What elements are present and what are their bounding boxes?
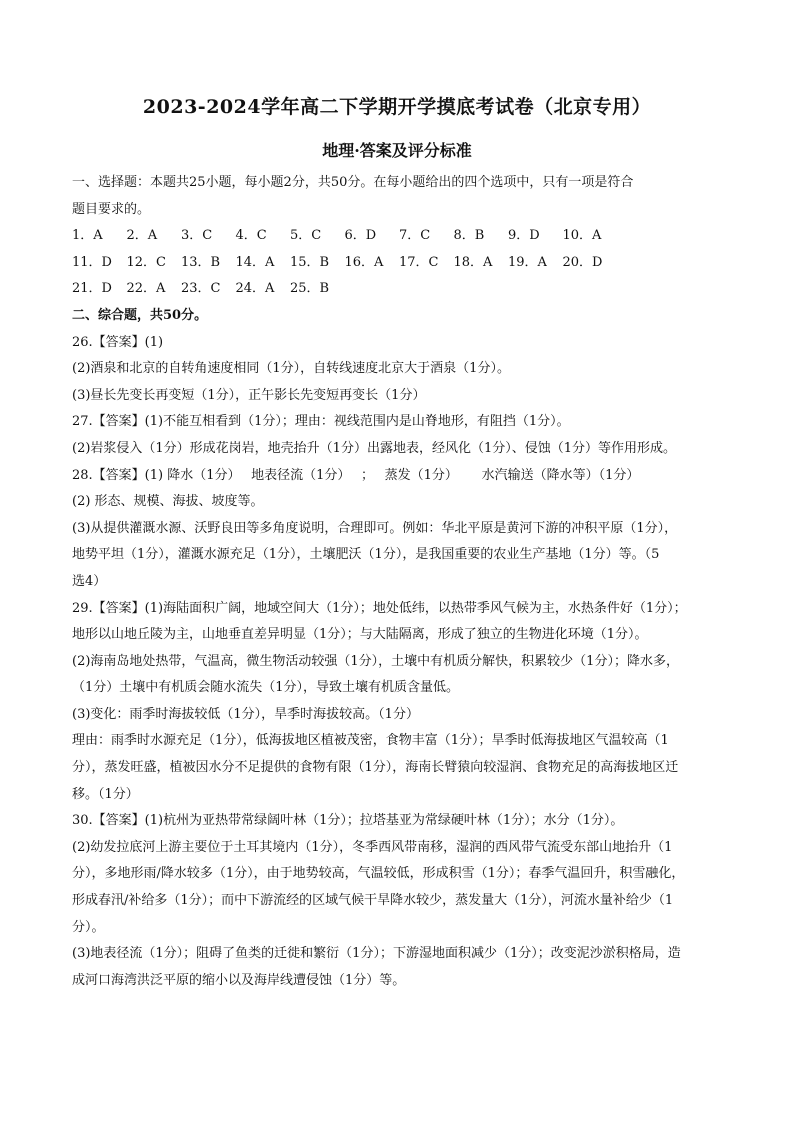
page-title: 2023-2024学年高二下学期开学摸底考试卷（北京专用）	[142, 96, 652, 118]
answer-item: 5．C	[290, 228, 322, 244]
answer-line-30-2-cont: 分），多地形雨/降水较多（1分），由于地势较高，气温较低，形成积雪（1分）；春季气温回升，积雪融化，	[72, 866, 685, 882]
answer-item: 1．A	[72, 228, 103, 244]
answer-item: 15．B	[290, 254, 330, 270]
answer-item: 25．B	[290, 281, 330, 297]
answer-item: 24．A	[235, 281, 275, 297]
answer-line-26-1: 26.【答案】(1)	[72, 334, 164, 350]
answer-line-28-2: (2) 形态、规模、海拔、坡度等。	[72, 494, 264, 510]
section2-header: 二、综合题，共50分。	[72, 307, 208, 323]
answer-line-30-1: 30.【答案】(1)杭州为亚热带常绿阔叶林（1分）；拉塔基亚为常绿硬叶林（1分）；水分（1分）。	[72, 813, 624, 829]
answer-item: 4．C	[235, 228, 267, 244]
answer-item: 22．A	[126, 281, 166, 297]
answer-line-28-3-cont: 选4）	[72, 573, 107, 589]
answer-line-29-3-cont: 移。（1分）	[72, 786, 139, 802]
answer-line-29-3-reason: 理由：雨季时水源充足（1分），低海拔地区植被茂密，食物丰富（1分）；旱季时低海拔地区气温较高（1	[72, 733, 669, 749]
answer-item: 16．A	[344, 254, 384, 270]
answer-line-30-2-cont: 形成春汛/补给多（1分）；而中下游流经的区域气候干旱降水较少，蒸发量大（1分），河流水量补给少（1	[72, 893, 674, 909]
answer-item: 18．A	[453, 254, 493, 270]
answer-item: 3．C	[181, 228, 213, 244]
answer-item: 2．A	[126, 228, 158, 244]
answer-line-29-2: (2)海南岛地处热带，气温高，微生物活动较强（1分），土壤中有机质分解快，积累较少（1分）；降水多，	[72, 653, 679, 669]
answer-line-27-2: (2)岩浆侵入（1分）形成花岗岩，地壳抬升（1分）出露地表，经风化（1分）、侵蚀（1分）等作用形成。	[72, 440, 676, 456]
answer-item: 21．D	[72, 281, 112, 297]
answer-line-30-2: (2)幼发拉底河上游主要位于土耳其境内（1分），冬季西风带南移，湿润的西风带气流受东部山地抬升（1	[72, 839, 673, 855]
answer-line-29-3: (3)变化：雨季时海拔较低（1分），旱季时海拔较高。（1分）	[72, 706, 419, 722]
answer-line-29-1-cont: 地形以山地丘陵为主，山地垂直差异明显（1分）；与大陆隔离，形成了独立的生物进化环境（1分）。	[72, 627, 648, 643]
answer-item: 14．A	[235, 254, 275, 270]
section1-instruction-line: 题目要求的。	[72, 201, 151, 217]
answer-row	[72, 276, 724, 303]
page-subtitle: 地理·答案及评分标准	[322, 141, 472, 160]
answer-row	[72, 250, 724, 277]
answer-item: 17．C	[399, 254, 439, 270]
answer-line-28-3-cont: 地势平坦（1分），灌溉水源充足（1分），土壤肥沃（1分），是我国重要的农业生产基地（1分）等。（5	[72, 547, 660, 563]
answer-item: 23．C	[181, 281, 221, 297]
answer-line-26-3: (3)昼长先变长再变短（1分），正午影长先变短再变长（1分）	[72, 387, 426, 403]
answer-line-29-1: 29.【答案】(1)海陆面积广阔，地域空间大（1分）；地处低纬，以热带季风气候为主，水热条件好（1分）；	[72, 600, 687, 616]
answer-item: 13．B	[181, 254, 221, 270]
answer-item: 10．A	[562, 228, 602, 244]
answer-line-29-3-cont: 分），蒸发旺盛，植被因水分不足提供的食物有限（1分），海南长臂猿向较湿润、食物充足的高海拔地区迁	[72, 760, 679, 776]
answer-line-27-1: 27.【答案】(1)不能互相看到（1分）；理由：视线范围内是山脊地形，有阻挡（1分）。	[72, 414, 570, 430]
answer-row	[72, 223, 724, 250]
answer-line-30-3: (3)地表径流（1分）；阻碍了鱼类的迁徙和繁衍（1分）；下游湿地面积减少（1分）；改变泥沙淤积格局，造	[72, 946, 681, 962]
answer-item: 20．D	[562, 254, 603, 270]
answer-item: 11．D	[72, 254, 112, 270]
answer-item: 19．A	[508, 254, 547, 270]
answer-item: 7．C	[399, 228, 431, 244]
answer-item: 6．D	[344, 228, 377, 244]
answer-line-30-2-cont: 分）。	[72, 919, 105, 935]
answer-item: 8．B	[453, 228, 485, 244]
document-body	[72, 170, 724, 994]
answer-line-28-1: 28.【答案】(1) 降水（1分） 地表径流（1分） ； 蒸发（1分） 水汽输送（降水等）（1分）	[72, 467, 640, 483]
answer-line-26-2: (2)酒泉和北京的自转角速度相同（1分），自转线速度北京大于酒泉（1分）。	[72, 361, 510, 377]
answer-line-28-3: (3)从提供灌溉水源、沃野良田等多角度说明，合理即可。例如：华北平原是黄河下游的冲积平原（1分），	[72, 520, 678, 536]
section1-instruction-line: 一、选择题：本题共25小题，每小题2分，共50分。在每小题给出的四个选项中，只有一项是符合	[72, 175, 634, 190]
answer-line-30-3-cont: 成河口海湾洪泛平原的缩小以及海岸线遭侵蚀（1分）等。	[72, 972, 406, 988]
answer-item: 9．D	[508, 228, 540, 244]
answer-line-29-2-cont: （1分）土壤中有机质会随水流失（1分），导致土壤有机质含量低。	[72, 680, 460, 696]
answer-item: 12．C	[126, 254, 166, 270]
